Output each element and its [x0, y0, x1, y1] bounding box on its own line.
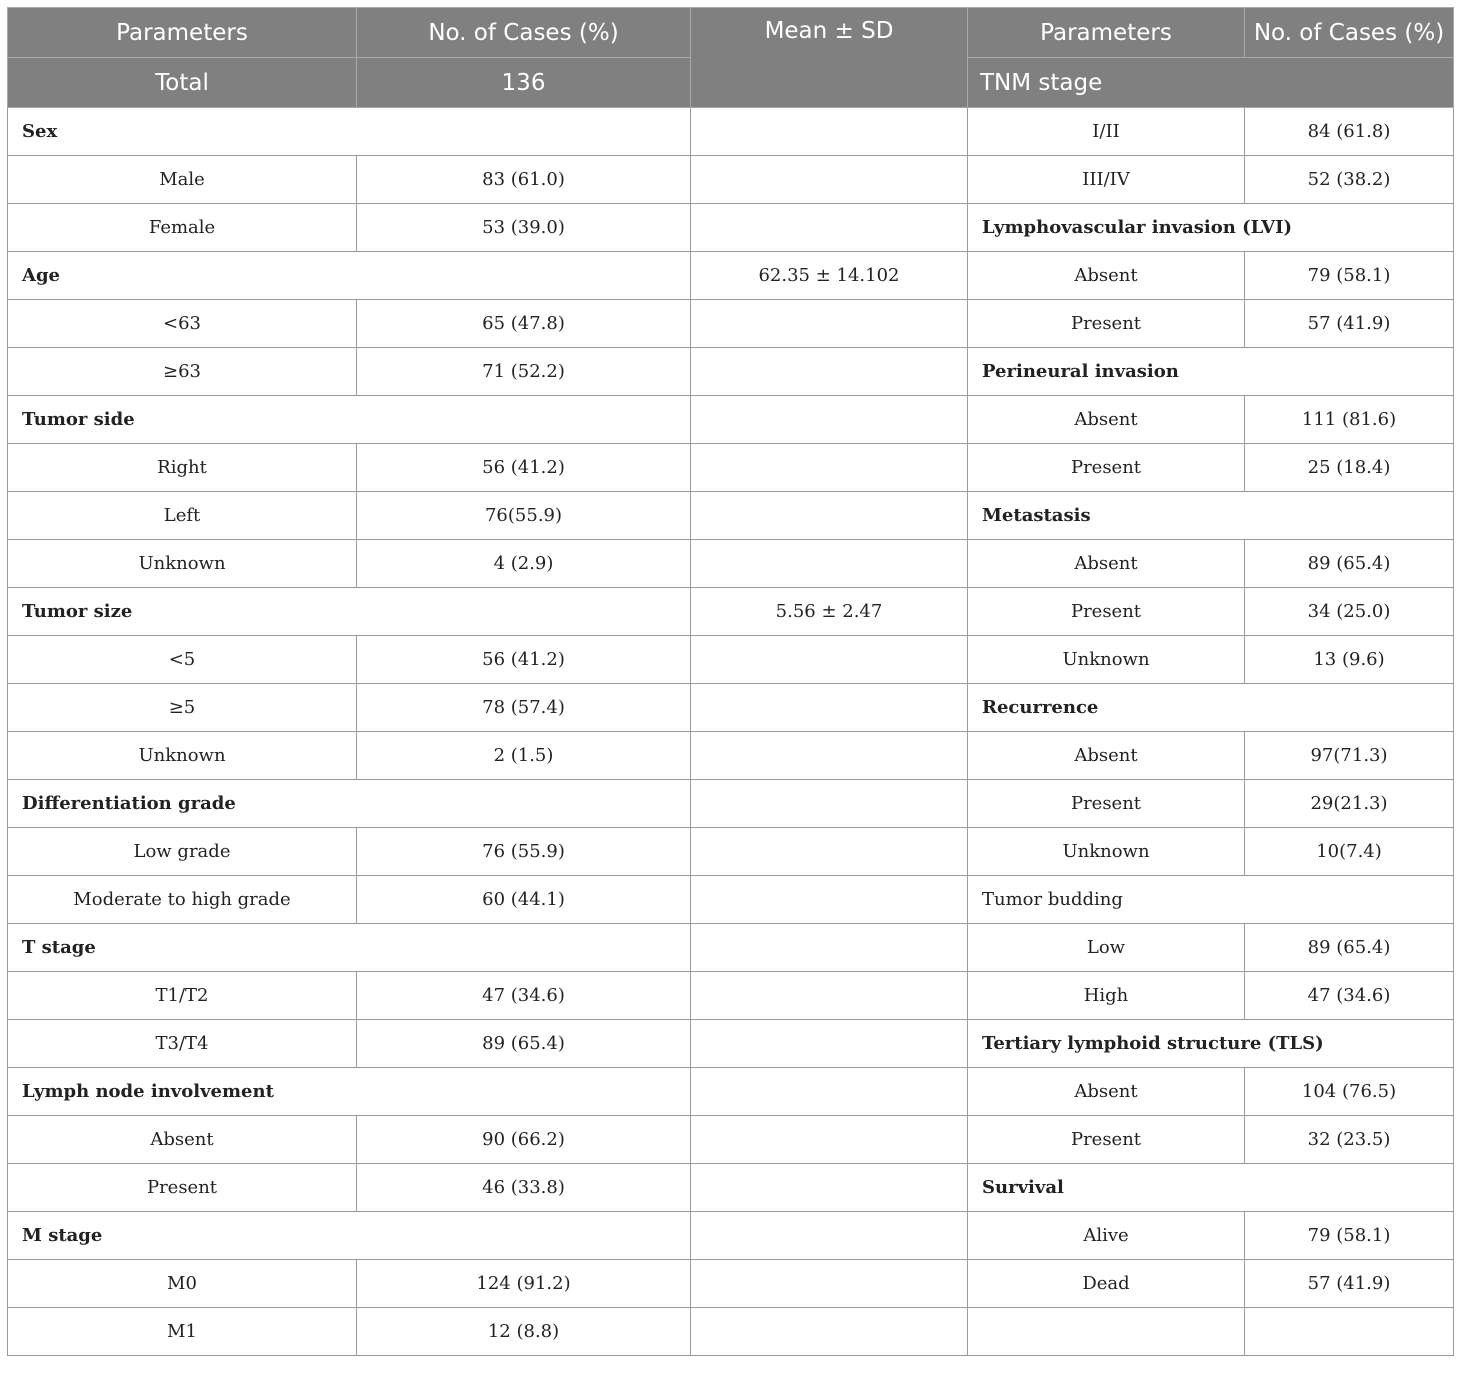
- mean-sd-cell: [691, 156, 968, 204]
- mean-sd-cell: [691, 1212, 968, 1260]
- parameter-label-cell: T1/T2: [8, 972, 357, 1020]
- case-count-cell: 71 (52.2): [357, 348, 691, 396]
- table-row: [8, 492, 1454, 540]
- case-count-cell: 57 (41.9): [1245, 1260, 1454, 1308]
- mean-sd-cell: [691, 444, 968, 492]
- table-row: [8, 1164, 1454, 1212]
- mean-sd-cell: [691, 1308, 968, 1356]
- mean-sd-cell: [691, 1116, 968, 1164]
- table-body: [8, 108, 1454, 1356]
- parameter-label-cell: M1: [8, 1308, 357, 1356]
- parameter-label-cell: Present: [968, 780, 1245, 828]
- table-row: [8, 876, 1454, 924]
- case-count-cell: 83 (61.0): [357, 156, 691, 204]
- mean-sd-cell: [691, 636, 968, 684]
- case-count-cell: 47 (34.6): [1245, 972, 1454, 1020]
- table-row: [8, 828, 1454, 876]
- parameter-label-cell: Unknown: [8, 732, 357, 780]
- case-count-cell: 60 (44.1): [357, 876, 691, 924]
- mean-sd-cell: [691, 300, 968, 348]
- section-header-cell: Lymph node involvement: [8, 1068, 691, 1116]
- parameter-label-cell: Dead: [968, 1260, 1245, 1308]
- case-count-cell: 84 (61.8): [1245, 108, 1454, 156]
- case-count-cell: 13 (9.6): [1245, 636, 1454, 684]
- parameter-label-cell: I/II: [968, 108, 1245, 156]
- section-header-cell: T stage: [8, 924, 691, 972]
- case-count-cell: 53 (39.0): [357, 204, 691, 252]
- case-count-cell: 34 (25.0): [1245, 588, 1454, 636]
- parameter-label-cell: Low grade: [8, 828, 357, 876]
- mean-sd-cell: [691, 540, 968, 588]
- table-row: [8, 1308, 1454, 1356]
- col-header-parameters-right: Parameters: [968, 8, 1245, 58]
- table-row: [8, 108, 1454, 156]
- header-row-1: [8, 8, 1454, 58]
- parameter-label-cell: Female: [8, 204, 357, 252]
- mean-sd-cell: [691, 1260, 968, 1308]
- table-row: [8, 252, 1454, 300]
- case-count-cell: 12 (8.8): [357, 1308, 691, 1356]
- case-count-cell: 56 (41.2): [357, 636, 691, 684]
- table-row: [8, 204, 1454, 252]
- section-header-cell: Sex: [8, 108, 691, 156]
- case-count-cell: 124 (91.2): [357, 1260, 691, 1308]
- table-header: [8, 8, 1454, 108]
- parameter-label-cell: Absent: [968, 540, 1245, 588]
- empty-cell: [968, 1308, 1245, 1356]
- section-header-cell: M stage: [8, 1212, 691, 1260]
- parameter-label-cell: Present: [968, 444, 1245, 492]
- section-header-cell: Age: [8, 252, 691, 300]
- case-count-cell: 78 (57.4): [357, 684, 691, 732]
- parameter-label-cell: Left: [8, 492, 357, 540]
- table-row: [8, 540, 1454, 588]
- parameter-label-cell: T3/T4: [8, 1020, 357, 1068]
- parameter-label-cell: Absent: [968, 732, 1245, 780]
- table-row: [8, 972, 1454, 1020]
- mean-sd-cell: [691, 732, 968, 780]
- table-row: [8, 444, 1454, 492]
- mean-sd-cell: [691, 492, 968, 540]
- case-count-cell: 10(7.4): [1245, 828, 1454, 876]
- section-header-cell: Recurrence: [968, 684, 1454, 732]
- case-count-cell: 89 (65.4): [357, 1020, 691, 1068]
- section-header-cell: Perineural invasion: [968, 348, 1454, 396]
- case-count-cell: 46 (33.8): [357, 1164, 691, 1212]
- case-count-cell: 90 (66.2): [357, 1116, 691, 1164]
- parameter-label-cell: Alive: [968, 1212, 1245, 1260]
- table-row: [8, 300, 1454, 348]
- case-count-cell: 65 (47.8): [357, 300, 691, 348]
- case-count-cell: 29(21.3): [1245, 780, 1454, 828]
- parameter-label-cell: Unknown: [968, 636, 1245, 684]
- section-header-cell: Metastasis: [968, 492, 1454, 540]
- parameter-label-cell: Unknown: [8, 540, 357, 588]
- mean-sd-cell: [691, 1020, 968, 1068]
- parameter-label-cell: High: [968, 972, 1245, 1020]
- clinical-parameters-table: [7, 7, 1454, 1356]
- case-count-cell: 76 (55.9): [357, 828, 691, 876]
- table-row: [8, 1260, 1454, 1308]
- case-count-cell: 32 (23.5): [1245, 1116, 1454, 1164]
- table-row: [8, 924, 1454, 972]
- case-count-cell: 111 (81.6): [1245, 396, 1454, 444]
- table-row: [8, 732, 1454, 780]
- mean-sd-cell: [691, 348, 968, 396]
- case-count-cell: 57 (41.9): [1245, 300, 1454, 348]
- table-row: [8, 636, 1454, 684]
- table-row: [8, 780, 1454, 828]
- col-header-cases-right: No. of Cases (%): [1245, 8, 1454, 58]
- section-header-cell: Lymphovascular invasion (LVI): [968, 204, 1454, 252]
- case-count-cell: 89 (65.4): [1245, 924, 1454, 972]
- parameter-label-cell: M0: [8, 1260, 357, 1308]
- parameter-label-cell: Absent: [968, 1068, 1245, 1116]
- col-header-parameters-left: Parameters: [8, 8, 357, 58]
- mean-sd-cell: [691, 684, 968, 732]
- mean-sd-cell: [691, 924, 968, 972]
- total-value: 136: [357, 58, 691, 108]
- mean-sd-cell: [691, 108, 968, 156]
- mean-sd-cell: [691, 876, 968, 924]
- parameter-label-cell: Right: [8, 444, 357, 492]
- section-header-cell: Tumor size: [8, 588, 691, 636]
- table-row: [8, 348, 1454, 396]
- tnm-stage-label: TNM stage: [968, 58, 1454, 108]
- mean-sd-cell: [691, 204, 968, 252]
- parameter-label-cell: Male: [8, 156, 357, 204]
- parameter-label-cell: Present: [968, 1116, 1245, 1164]
- case-count-cell: 89 (65.4): [1245, 540, 1454, 588]
- case-count-cell: 2 (1.5): [357, 732, 691, 780]
- table-row: [8, 1212, 1454, 1260]
- parameter-label-cell: Present: [968, 300, 1245, 348]
- parameter-label-cell: ≥5: [8, 684, 357, 732]
- table-row: [8, 684, 1454, 732]
- parameter-label-cell: Present: [968, 588, 1245, 636]
- table-row: [8, 396, 1454, 444]
- table-row: [8, 1116, 1454, 1164]
- col-header-mean-sd: Mean ± SD: [691, 8, 968, 108]
- table-row: [8, 588, 1454, 636]
- case-count-cell: 52 (38.2): [1245, 156, 1454, 204]
- mean-sd-cell: [691, 1164, 968, 1212]
- mean-sd-cell: [691, 972, 968, 1020]
- mean-sd-cell: [691, 828, 968, 876]
- case-count-cell: 25 (18.4): [1245, 444, 1454, 492]
- parameter-label-cell: Absent: [8, 1116, 357, 1164]
- case-count-cell: 79 (58.1): [1245, 1212, 1454, 1260]
- case-count-cell: 47 (34.6): [357, 972, 691, 1020]
- section-header-cell: Tertiary lymphoid structure (TLS): [968, 1020, 1454, 1068]
- parameter-label-cell: Present: [8, 1164, 357, 1212]
- parameter-label-cell: <5: [8, 636, 357, 684]
- parameter-label-cell: Moderate to high grade: [8, 876, 357, 924]
- table-row: [8, 156, 1454, 204]
- section-header-cell: Tumor side: [8, 396, 691, 444]
- case-count-cell: 97(71.3): [1245, 732, 1454, 780]
- total-label: Total: [8, 58, 357, 108]
- case-count-cell: 4 (2.9): [357, 540, 691, 588]
- parameter-label-cell: <63: [8, 300, 357, 348]
- case-count-cell: 104 (76.5): [1245, 1068, 1454, 1116]
- mean-sd-cell: [691, 396, 968, 444]
- parameter-label-cell: Low: [968, 924, 1245, 972]
- mean-sd-cell: 5.56 ± 2.47: [691, 588, 968, 636]
- parameter-label-cell: III/IV: [968, 156, 1245, 204]
- parameter-label-cell: ≥63: [8, 348, 357, 396]
- mean-sd-cell: [691, 780, 968, 828]
- parameter-label-cell: Unknown: [968, 828, 1245, 876]
- parameter-label-cell: Absent: [968, 396, 1245, 444]
- section-header-cell: Differentiation grade: [8, 780, 691, 828]
- section-header-cell: Tumor budding: [968, 876, 1454, 924]
- table-row: [8, 1068, 1454, 1116]
- empty-cell: [1245, 1308, 1454, 1356]
- section-header-cell: Survival: [968, 1164, 1454, 1212]
- parameter-label-cell: Absent: [968, 252, 1245, 300]
- table-row: [8, 1020, 1454, 1068]
- mean-sd-cell: [691, 1068, 968, 1116]
- case-count-cell: 56 (41.2): [357, 444, 691, 492]
- case-count-cell: 79 (58.1): [1245, 252, 1454, 300]
- col-header-cases-left: No. of Cases (%): [357, 8, 691, 58]
- case-count-cell: 76(55.9): [357, 492, 691, 540]
- mean-sd-cell: 62.35 ± 14.102: [691, 252, 968, 300]
